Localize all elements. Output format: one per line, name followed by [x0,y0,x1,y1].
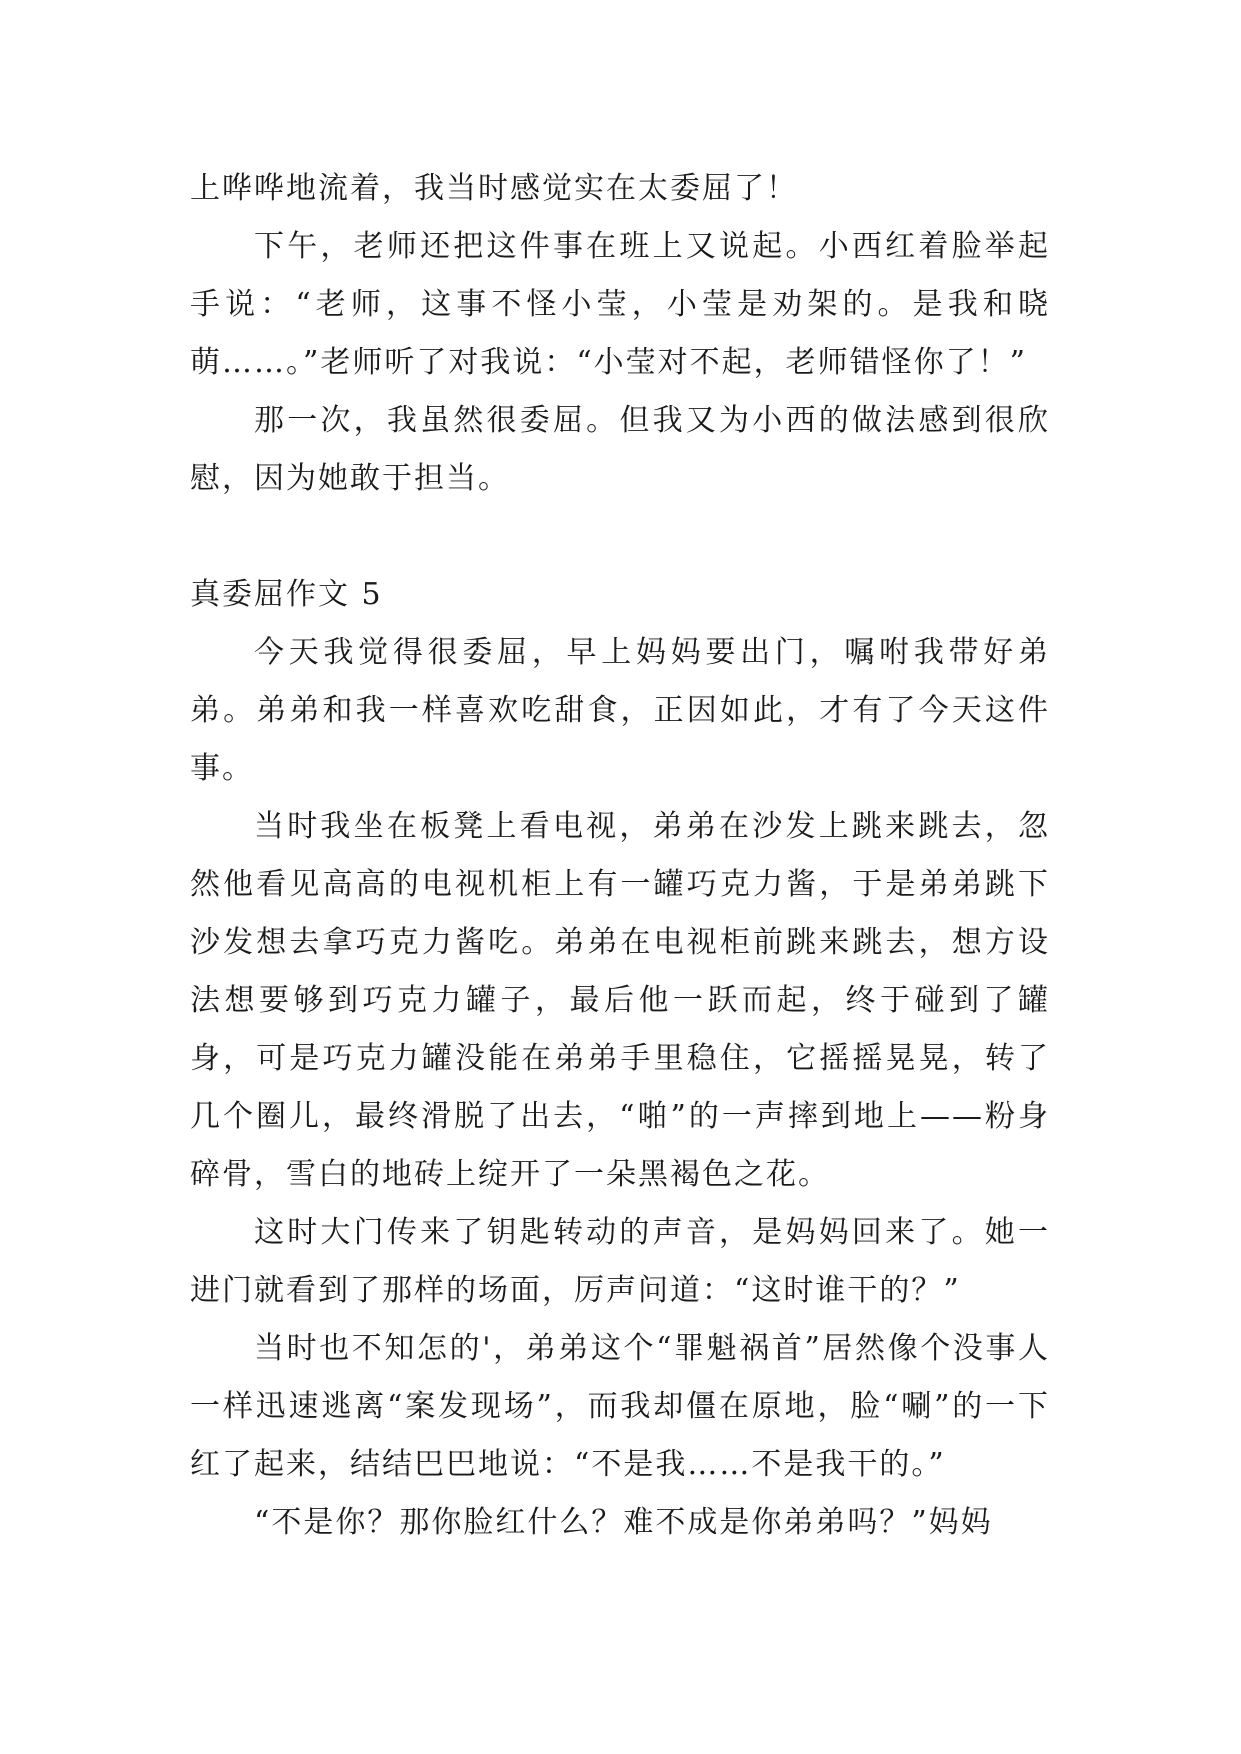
paragraph-door: 这时大门传来了钥匙转动的声音，是妈妈回来了。她一进门就看到了那样的场面，厉声问道：“这时谁干的？” [190,1215,1050,1308]
paragraph-question: “不是你？那你脸红什么？难不成是你弟弟吗？”妈妈 [254,1505,993,1540]
paragraph-today: 今天我觉得很委屈，早上妈妈要出门，嘱咐我带好弟弟。弟弟和我一样喜欢吃甜食，正因如此，才有了今天这件事。 [190,635,1050,786]
section-spacer [190,508,1050,566]
paragraph-tv: 当时我坐在板凳上看电视，弟弟在沙发上跳来跳去，忽然他看见高高的电视机柜上有一罐巧克力酱，于是弟弟跳下沙发想去拿巧克力酱吃。弟弟在电视柜前跳来跳去，想方设法想要够到巧克力罐子，最后他一跃而起，终于碰到了罐身，可是巧克力罐没能在弟弟手里稳住，它摇摇晃晃，转了几个圈儿，最终滑脱了出去，“啪”的一声摔到地上——粉身碎骨，雪白的地砖上绽开了一朵黑褐色之花。 [190,809,1050,1192]
paragraph-fragment-top: 上哗哗地流着，我当时感觉实在太委屈了！ [190,171,798,206]
paragraph-that-time: 那一次，我虽然很委屈。但我又为小西的做法感到很欣慰，因为她敢于担当。 [190,403,1050,496]
document-body [190,160,1050,1552]
paragraph-blush: 当时也不知怎的'，弟弟这个“罪魁祸首”居然像个没事人一样迅速逃离“案发现场”，而我却僵在原地，脸“唰”的一下红了起来，结结巴巴地说：“不是我……不是我干的。” [190,1331,1050,1482]
section-title: 真委屈作文 5 [190,577,383,612]
paragraph-afternoon: 下午，老师还把这件事在班上又说起。小西红着脸举起手说：“老师，这事不怪小莹，小莹是劝架的。是我和晓萌……。”老师听了对我说：“小莹对不起，老师错怪你了！” [190,229,1050,380]
